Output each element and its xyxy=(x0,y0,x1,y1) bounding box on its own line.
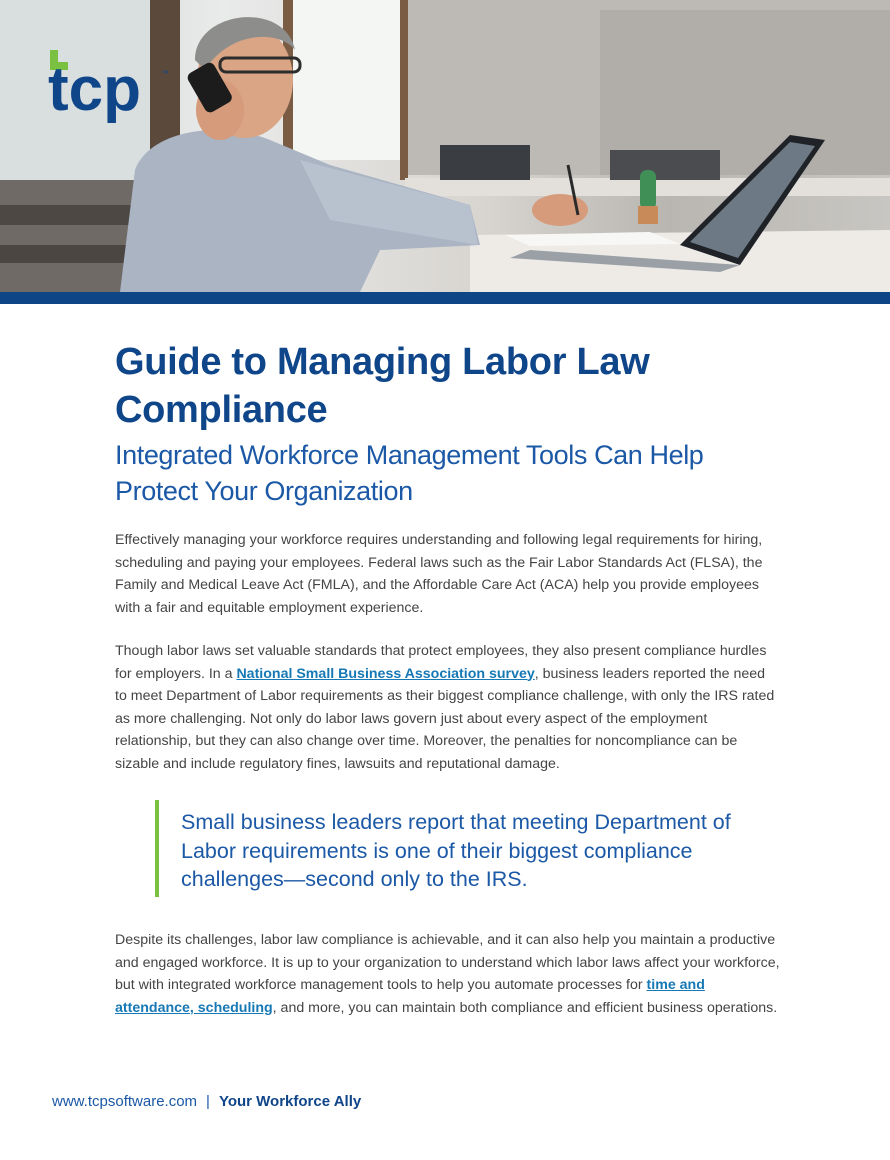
tcp-logo xyxy=(48,48,178,140)
hero-photo-illustration xyxy=(0,0,890,292)
logo-text: tcp xyxy=(48,55,141,124)
tcp-logo-mark xyxy=(48,48,178,140)
footer-url-link[interactable]: www.tcpsoftware.com xyxy=(52,1093,198,1110)
challenges-text-after: , business leaders reported the need to meet Department of Labor requirements as their biggest compliance challenge, with only the IRS rated as more challenging. Not only do labor laws govern just about every aspect of the employment relationship, but they can also change over time. Moreover, the penalties for noncompliance can be sizable and include regulatory fines, lawsuits and reputational damage. xyxy=(115,665,775,772)
footer-tagline: Your Workforce Ally xyxy=(218,1093,362,1110)
challenges-text-before: Though labor laws set valuable standards that protect employees, they also present compliance hurdles for employers. In a xyxy=(115,643,767,682)
pull-quote-accent-bar xyxy=(155,800,159,897)
logo-trademark: ™ xyxy=(161,69,169,78)
hero-image xyxy=(0,0,890,292)
conclusion-paragraph xyxy=(115,929,780,1019)
header-band xyxy=(0,292,890,304)
page-title: Guide to Managing Labor Law Compliance xyxy=(115,341,650,431)
time-attendance-scheduling-link[interactable]: time and attendance, scheduling xyxy=(115,977,705,1016)
challenges-paragraph xyxy=(115,640,780,775)
footer xyxy=(52,1091,361,1113)
pull-quote: Small business leaders report that meeting Department of Labor requirements is one of their biggest compliance challenges—second only to the IRS. xyxy=(181,810,731,891)
conclusion-text-after: , and more, you can maintain both compliance and efficient business operations. xyxy=(272,999,778,1016)
nsba-survey-link[interactable]: National Small Business Association survey xyxy=(236,665,535,682)
conclusion-text-before: Despite its challenges, labor law compliance is achievable, and it can also help you maintain a productive and engaged workforce. It is up to your organization to understand which labor laws affect your workforce, but with integrated workforce management tools to help you automate processes for xyxy=(115,932,780,993)
footer-separator: | xyxy=(206,1093,210,1110)
intro-paragraph: Effectively managing your workforce requires understanding and following legal requirements for hiring, scheduling and paying your employees. Federal laws such as the Fair Labor Standards Act (FLSA), the Family and Medical Leave Act (FMLA), and the Affordable Care Act (ACA) help you provide employees with a fair and equitable employment experience. xyxy=(115,532,763,616)
page-subtitle: Integrated Workforce Management Tools Can Help Protect Your Organization xyxy=(115,440,704,506)
